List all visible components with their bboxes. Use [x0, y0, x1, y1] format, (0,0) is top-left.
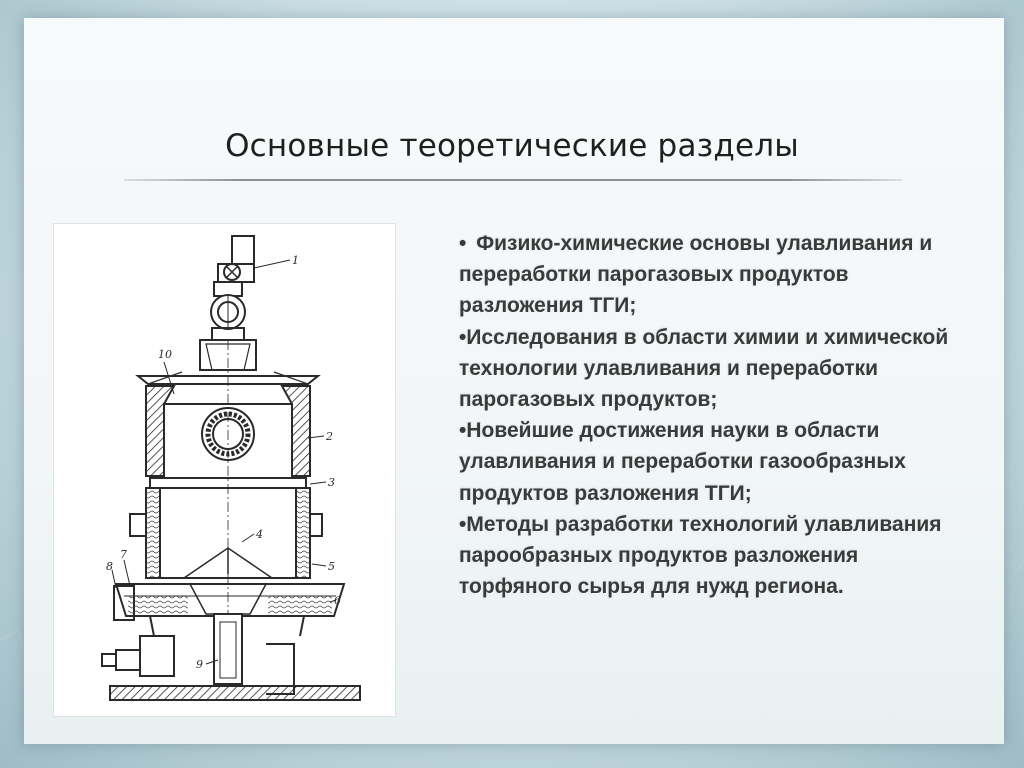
- bullet-text: Физико-химические основы улавливания и переработки парогазовых продуктов разложения ТГИ;: [459, 232, 933, 318]
- label-4: 4: [256, 528, 263, 541]
- bullet-item: [459, 509, 959, 603]
- label-10: 10: [158, 348, 172, 361]
- label-8: 8: [106, 560, 113, 573]
- label-3: 3: [328, 476, 335, 489]
- slide-title: Основные теоретические разделы: [225, 128, 799, 164]
- bullet-marker: •: [459, 419, 467, 443]
- bullet-item: [459, 322, 959, 416]
- bullet-item: [459, 415, 959, 509]
- bullet-text: Методы разработки технологий улавливания парообразных продуктов разложения торфяного сырья для нужд региона.: [459, 512, 942, 599]
- apparatus-diagram: [53, 223, 396, 717]
- bullet-text: Новейшие достижения науки в области улавливания и переработки газообразных продуктов разложения ТГИ;: [459, 419, 906, 505]
- label-5: 5: [328, 560, 335, 573]
- title-divider: [124, 179, 902, 181]
- apparatus-drawing: [54, 224, 395, 716]
- label-7: 7: [120, 548, 127, 561]
- bullet-marker: •: [459, 325, 467, 349]
- bullet-list: [459, 228, 959, 602]
- bullet-item: [459, 228, 959, 322]
- label-9: 9: [196, 658, 203, 671]
- label-2: 2: [326, 430, 333, 443]
- label-1: 1: [292, 254, 299, 267]
- bullet-marker: •: [459, 232, 467, 255]
- bullet-text: Исследования в области химии и химической технологии улавливания и переработки парогазовых продуктов;: [459, 325, 949, 412]
- bullet-marker: •: [459, 512, 467, 536]
- label-6: 6: [334, 594, 341, 607]
